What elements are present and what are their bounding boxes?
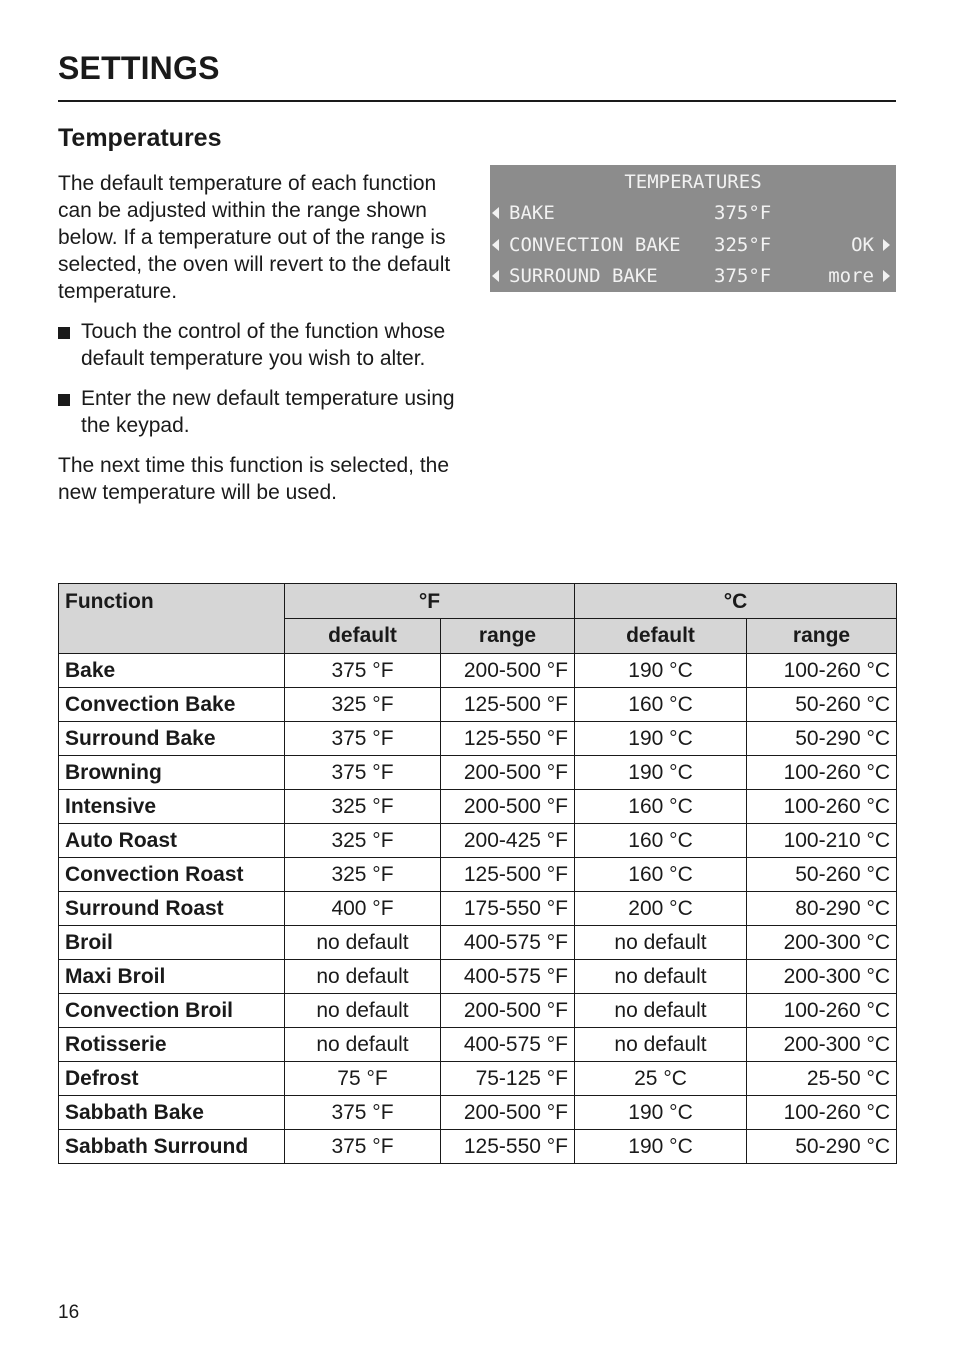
header-fahrenheit: °F	[285, 584, 575, 619]
cell-f-default: no default	[285, 1028, 441, 1062]
cell-f-default: 75 °F	[285, 1062, 441, 1096]
cell-c-range: 100-260 °C	[747, 654, 897, 688]
cell-function: Maxi Broil	[59, 960, 285, 994]
cell-f-range: 125-550 °F	[441, 1130, 575, 1164]
cell-f-range: 125-550 °F	[441, 722, 575, 756]
table-row	[59, 994, 897, 1028]
table-row	[59, 960, 897, 994]
cell-f-range: 75-125 °F	[441, 1062, 575, 1096]
cell-c-range: 50-260 °C	[747, 688, 897, 722]
page-number: 16	[58, 1302, 80, 1323]
cell-function: Convection Bake	[59, 688, 285, 722]
cell-f-range: 125-500 °F	[441, 688, 575, 722]
header-celsius: °C	[575, 584, 897, 619]
oven-display	[490, 165, 896, 292]
cell-function: Convection Broil	[59, 994, 285, 1028]
table-row	[59, 1130, 897, 1164]
cell-f-default: 375 °F	[285, 756, 441, 790]
header-c-range: range	[747, 619, 897, 654]
cell-f-default: 325 °F	[285, 688, 441, 722]
table-row	[59, 756, 897, 790]
table-row	[59, 926, 897, 960]
cell-c-default: no default	[575, 926, 747, 960]
cell-c-range: 100-260 °C	[747, 994, 897, 1028]
table-row	[59, 892, 897, 926]
table-body	[59, 654, 897, 1164]
title-divider	[58, 100, 896, 102]
instructions	[58, 170, 458, 519]
cell-f-default: 375 °F	[285, 1130, 441, 1164]
cell-f-range: 400-575 °F	[441, 926, 575, 960]
cell-c-range: 50-290 °C	[747, 1130, 897, 1164]
cell-f-range: 175-550 °F	[441, 892, 575, 926]
cell-f-range: 200-500 °F	[441, 756, 575, 790]
ok-option[interactable]: OK	[851, 234, 874, 256]
display-function-name: BAKE	[509, 202, 555, 224]
cell-c-default: 190 °C	[575, 654, 747, 688]
cell-c-default: 25 °C	[575, 1062, 747, 1096]
cell-function: Surround Roast	[59, 892, 285, 926]
cell-c-range: 50-260 °C	[747, 858, 897, 892]
cell-f-range: 200-500 °F	[441, 994, 575, 1028]
cell-function: Sabbath Bake	[59, 1096, 285, 1130]
bullet-item	[58, 385, 458, 439]
display-title: TEMPERATURES	[624, 171, 762, 193]
cell-f-range: 125-500 °F	[441, 858, 575, 892]
display-row-bake[interactable]	[490, 198, 896, 228]
cell-c-default: 160 °C	[575, 790, 747, 824]
cell-f-default: 375 °F	[285, 1096, 441, 1130]
cell-f-range: 400-575 °F	[441, 960, 575, 994]
left-arrow-icon	[492, 239, 499, 251]
display-row-surround-bake[interactable]	[490, 261, 896, 291]
cell-function: Surround Bake	[59, 722, 285, 756]
cell-c-default: 160 °C	[575, 824, 747, 858]
cell-f-default: no default	[285, 994, 441, 1028]
cell-function: Rotisserie	[59, 1028, 285, 1062]
bullet-text: Touch the control of the function whose default temperature you wish to alter.	[81, 320, 446, 370]
cell-f-default: 375 °F	[285, 722, 441, 756]
cell-f-range: 200-425 °F	[441, 824, 575, 858]
more-option[interactable]: more	[828, 265, 874, 287]
cell-function: Sabbath Surround	[59, 1130, 285, 1164]
cell-f-default: 325 °F	[285, 790, 441, 824]
header-c-default: default	[575, 619, 747, 654]
cell-f-default: 325 °F	[285, 858, 441, 892]
cell-c-range: 200-300 °C	[747, 960, 897, 994]
cell-c-range: 25-50 °C	[747, 1062, 897, 1096]
cell-c-default: 160 °C	[575, 688, 747, 722]
cell-f-range: 200-500 °F	[441, 1096, 575, 1130]
cell-f-range: 200-500 °F	[441, 654, 575, 688]
cell-c-range: 80-290 °C	[747, 892, 897, 926]
cell-f-default: no default	[285, 960, 441, 994]
cell-c-range: 100-260 °C	[747, 1096, 897, 1130]
cell-function: Bake	[59, 654, 285, 688]
table-row	[59, 1062, 897, 1096]
bullet-item	[58, 318, 458, 372]
cell-c-default: 190 °C	[575, 1096, 747, 1130]
temperature-table	[58, 583, 897, 1164]
square-bullet-icon	[58, 394, 70, 406]
header-function: Function	[59, 584, 285, 654]
cell-function: Defrost	[59, 1062, 285, 1096]
header-f-default: default	[285, 619, 441, 654]
table-row	[59, 858, 897, 892]
section-title: Temperatures	[58, 124, 222, 152]
table-row	[59, 722, 897, 756]
cell-c-default: 160 °C	[575, 858, 747, 892]
cell-f-default: no default	[285, 926, 441, 960]
cell-c-default: no default	[575, 994, 747, 1028]
display-temperature: 375°F	[714, 265, 772, 287]
cell-f-default: 375 °F	[285, 654, 441, 688]
cell-function: Browning	[59, 756, 285, 790]
table-row	[59, 688, 897, 722]
cell-function: Auto Roast	[59, 824, 285, 858]
cell-f-range: 400-575 °F	[441, 1028, 575, 1062]
cell-c-range: 200-300 °C	[747, 926, 897, 960]
cell-c-range: 100-260 °C	[747, 790, 897, 824]
cell-c-range: 100-210 °C	[747, 824, 897, 858]
cell-function: Intensive	[59, 790, 285, 824]
bullet-text: Enter the new default temperature using the keypad.	[81, 387, 455, 437]
cell-f-default: 325 °F	[285, 824, 441, 858]
display-temperature: 375°F	[714, 202, 772, 224]
cell-c-range: 50-290 °C	[747, 722, 897, 756]
cell-c-range: 200-300 °C	[747, 1028, 897, 1062]
header-f-range: range	[441, 619, 575, 654]
display-title-row	[490, 167, 896, 197]
table-row	[59, 824, 897, 858]
page-title: SETTINGS	[58, 50, 220, 86]
table-row	[59, 790, 897, 824]
table-row	[59, 654, 897, 688]
cell-c-default: no default	[575, 960, 747, 994]
cell-c-default: 190 °C	[575, 756, 747, 790]
cell-function: Convection Roast	[59, 858, 285, 892]
intro-paragraph: The default temperature of each function can be adjusted within the range shown below. If a temperature out of the range is selected, the oven will revert to the default temperature.	[58, 172, 451, 303]
right-arrow-icon	[883, 270, 890, 282]
square-bullet-icon	[58, 327, 70, 339]
display-function-name: SURROUND BAKE	[509, 265, 658, 287]
right-arrow-icon	[883, 239, 890, 251]
cell-f-range: 200-500 °F	[441, 790, 575, 824]
left-arrow-icon	[492, 270, 499, 282]
left-arrow-icon	[492, 207, 499, 219]
table-row	[59, 1028, 897, 1062]
cell-f-default: 400 °F	[285, 892, 441, 926]
display-function-name: CONVECTION BAKE	[509, 234, 681, 256]
cell-c-default: 190 °C	[575, 722, 747, 756]
cell-c-range: 100-260 °C	[747, 756, 897, 790]
cell-c-default: no default	[575, 1028, 747, 1062]
display-row-convection-bake[interactable]	[490, 230, 896, 260]
cell-c-default: 200 °C	[575, 892, 747, 926]
cell-function: Broil	[59, 926, 285, 960]
table-row	[59, 1096, 897, 1130]
display-temperature: 325°F	[714, 234, 772, 256]
outro-paragraph: The next time this function is selected, the new temperature will be used.	[58, 454, 450, 504]
cell-c-default: 190 °C	[575, 1130, 747, 1164]
